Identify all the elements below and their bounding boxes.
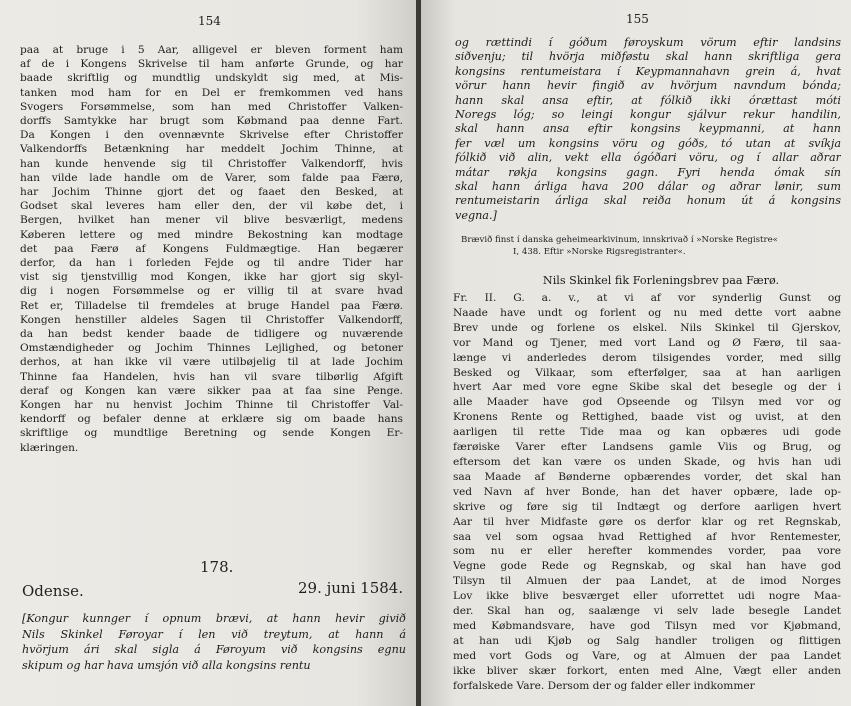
text-line: aarligen til rette Tide maa og kan opbæres udi gode — [453, 426, 841, 439]
text-line: fólkið við alin, vekt ella ógóðari vöru, og í allar aðrar — [455, 151, 841, 165]
text-line: som nu er eller herefter kommendes vorder, paa vore — [453, 545, 841, 558]
text-line: længe vi anderledes derom tilsigendes vorder, med sillg — [453, 351, 841, 364]
text-line: Besked og Vilkaar, som efterfølger, saa at han aarligen — [453, 366, 841, 379]
text-line: Nils Skinkel Føroyar í len við treytum, at hann á — [22, 627, 406, 641]
text-line: Vegne gode Rede og Regnskab, og skal han have god — [453, 560, 841, 573]
text-line: fer væl um kongsins vöru og góðs, tó utan at svíkja — [455, 136, 841, 150]
text-line: Kongen har nu henvist Jochim Thinne til Christoffer Val- — [20, 399, 403, 412]
text-line: med vort Gods og Vare, og at Almuen der paa Landet — [453, 649, 841, 662]
text-line: forfalskede Vare. Dersom der og falder eller indkommer — [453, 679, 755, 692]
text-line: Fr. II. G. a. v., at vi af vor synderlig Gunst og — [453, 292, 841, 304]
right-page — [421, 0, 851, 706]
text-line: ved Navn af hver Bonde, han det haver opbære, lade op- — [453, 485, 841, 498]
text-line: skriftlige og mundtlige Beretning og sende Kongen Er- — [20, 427, 403, 440]
text-line: tanken mod ham for en Del er fremkommen ved hans — [20, 86, 403, 99]
document-number: 178. — [200, 558, 234, 576]
text-line: skipum og har hava umsjón við alla kongsins rentu — [22, 658, 311, 672]
text-line: rentumeistarin árliga skal reiða honum út á kongsins — [455, 194, 841, 208]
text-line: af de i Kongens Skrivelse til ham anførte Grunde, og har — [20, 58, 403, 71]
right-summary-text — [455, 36, 841, 223]
text-line: hvörjum ári skal sigla á Føroyum við kongsins egnu — [22, 643, 406, 657]
right-page-number: 155 — [626, 12, 649, 26]
text-line: saa vel som ogsaa hvad Rettighed af hvor Rentemester, — [453, 530, 841, 543]
text-line: paa at bruge i 5 Aar, alligevel er bleven forment ham — [20, 44, 403, 56]
text-line: Kronens Rente og Rettighed, baade vist og uvist, at den — [453, 411, 841, 424]
text-line: Omstændigheder og Jochim Thinnes Lejlighed, og betoner — [20, 342, 403, 355]
left-body-text — [20, 43, 403, 455]
left-summary-text — [22, 611, 406, 673]
text-line: Ret er, Tilladelse til fremdeles at bruge Handel paa Færø. — [20, 299, 403, 312]
text-line: hvert Aar med vore egne Skibe skal det besegle og der i — [453, 381, 841, 394]
text-line: derhos, at han ikke vil være utilbøjelig til at lade Jochim — [20, 356, 403, 369]
text-line: og rættindi í góðum føroyskum vörum eftir landsins — [455, 36, 841, 49]
text-line: Kongen henstiller aldeles Sagen til Christoffer Valkendorff, — [20, 313, 403, 326]
text-line: han vilde lade handle om de Varer, som falde paa Færø, — [20, 171, 403, 184]
text-line: klæringen. — [20, 441, 79, 454]
text-line: siðvenju; til hvörja miðføstu skal hann skriftliga gera — [455, 50, 841, 64]
text-line: da han bedst kender baade de tidligere og nuværende — [20, 328, 403, 341]
document-place: Odense. — [22, 582, 84, 600]
text-line: Valkendorffs Betænkning har meddelt Jochim Thinne, at — [20, 143, 403, 156]
text-line: Aar til hver Midfaste gøre os derfor klar og ret Regnskab, — [453, 515, 841, 528]
text-line: alle Maader have god Opseende og Tilsyn med vor og — [453, 396, 841, 409]
text-line: skal hann ansa eftir kongsins keypmanni, at hann — [455, 122, 841, 136]
text-line: at han udi Kjøb og Salg handler troligen og flittigen — [453, 634, 841, 647]
text-line: med Købmandsvare, have god Tilsyn med vor Kjøbmand, — [453, 619, 841, 632]
text-line: mátar røkja kongsins gagn. Fyri henda ómak sín — [455, 165, 841, 179]
text-line: ikke bliver skær forkort, enten med Alne, Vægt eller anden — [453, 664, 841, 677]
source-note — [461, 235, 839, 258]
left-page-number: 154 — [198, 14, 221, 28]
text-line: Lov ikke blive besværget eller uforrettet udi nogre Maa- — [453, 590, 841, 603]
text-line: dorffs Samtykke har brugt som Købmand paa denne Fart. — [20, 115, 403, 128]
text-line: vor Mand og Tjener, med vort Land og Ø Færø, til saa- — [453, 336, 841, 349]
text-line: saa Maade af Bønderne opbærendes vorder, det skal han — [453, 470, 841, 483]
text-line: det paa Færø af Kongens Fuldmægtige. Han begærer — [20, 242, 403, 255]
text-line: færøiske Varer efter Landsens gamle Viis og Brug, og — [453, 441, 841, 454]
text-line: vörur hann hevir fingið av hvörjum navndum bónda; — [455, 79, 841, 93]
document-date: 29. juni 1584. — [298, 579, 404, 597]
text-line: Da Kongen i den ovennævnte Skrivelse efter Christoffer — [20, 129, 403, 142]
text-line: hann skal ansa eftir, at fólkið ikki órættast móti — [455, 93, 841, 107]
left-page — [0, 0, 418, 706]
text-line: Noregs lóg; so leingi kongur sjálvur rekur handilin, — [455, 108, 841, 122]
text-line: Brev unde og forlene os elskel. Nils Skinkel til Gjerskov, — [453, 321, 841, 334]
text-line: eftersom det kan være os unden Skade, og hvis han udi — [453, 455, 841, 468]
text-line: derfor, da han i forleden Fejde og til andre Tider har — [20, 257, 403, 270]
text-line: vegna.] — [455, 208, 497, 222]
text-line: Naade have undt og forlent og nu med dette vort aabne — [453, 306, 841, 319]
text-line: skrive og føre sig til Indtægt og derfore aarligen hvert — [453, 500, 841, 513]
source-note-line: Brævið finst í danska geheimearkivinum, innskrivað í »Norske Registre« — [461, 235, 778, 245]
text-line: Bergen, hvilket han mener vil blive besværligt, medens — [20, 214, 403, 227]
text-line: Godset skal leveres ham eller den, der vil købe det, i — [20, 200, 403, 213]
right-body-text — [453, 291, 841, 693]
text-line: deraf og Kongen kan være sikker paa at faa sine Penge. — [20, 384, 403, 397]
text-line: Thinne faa Handelen, hvis han vil svare tilbørlig Afgift — [20, 370, 403, 383]
source-note-line: I, 438. Eftir »Norske Rigsregistranter«. — [513, 246, 686, 257]
text-line: vist sig tjenstvillig mod Kongen, ikke har gjort sig skyl- — [20, 271, 403, 284]
letter-heading: Nils Skinkel fik Forleningsbrev paa Færø. — [542, 274, 780, 287]
text-line: dig i nogen Forsømmelse og er villig til at svare hvad — [20, 285, 403, 298]
text-line: skal hann árliga hava 200 dálar og aðrar lønir, sum — [455, 180, 841, 194]
text-line: Tilsyn til Almuen der paa Landet, at de imod Norges — [453, 575, 841, 588]
text-line: han kunde henvende sig til Christoffer Valkendorff, hvis — [20, 157, 403, 170]
text-line: der. Skal han og, saalænge vi selv lade besegle Landet — [453, 605, 841, 618]
text-line: baade skriftlig og mundtlig undskyldt sig med, at Mis- — [20, 72, 403, 85]
text-line: [Kongur kunnger í opnum brævi, at hann hevir givið — [22, 612, 406, 625]
text-line: kongsins rentumeistara í Keypmannahavn grein á, hvat — [455, 64, 841, 78]
text-line: Svogers Forsømmelse, som han med Christoffer Valken- — [20, 100, 403, 113]
text-line: kendorff og befaler denne at erklære sig om baade hans — [20, 413, 403, 426]
text-line: har Jochim Thinne gjort det og faaet den Besked, at — [20, 186, 403, 199]
text-line: Køberen lettere og med mindre Bekostning kan modtage — [20, 228, 403, 241]
